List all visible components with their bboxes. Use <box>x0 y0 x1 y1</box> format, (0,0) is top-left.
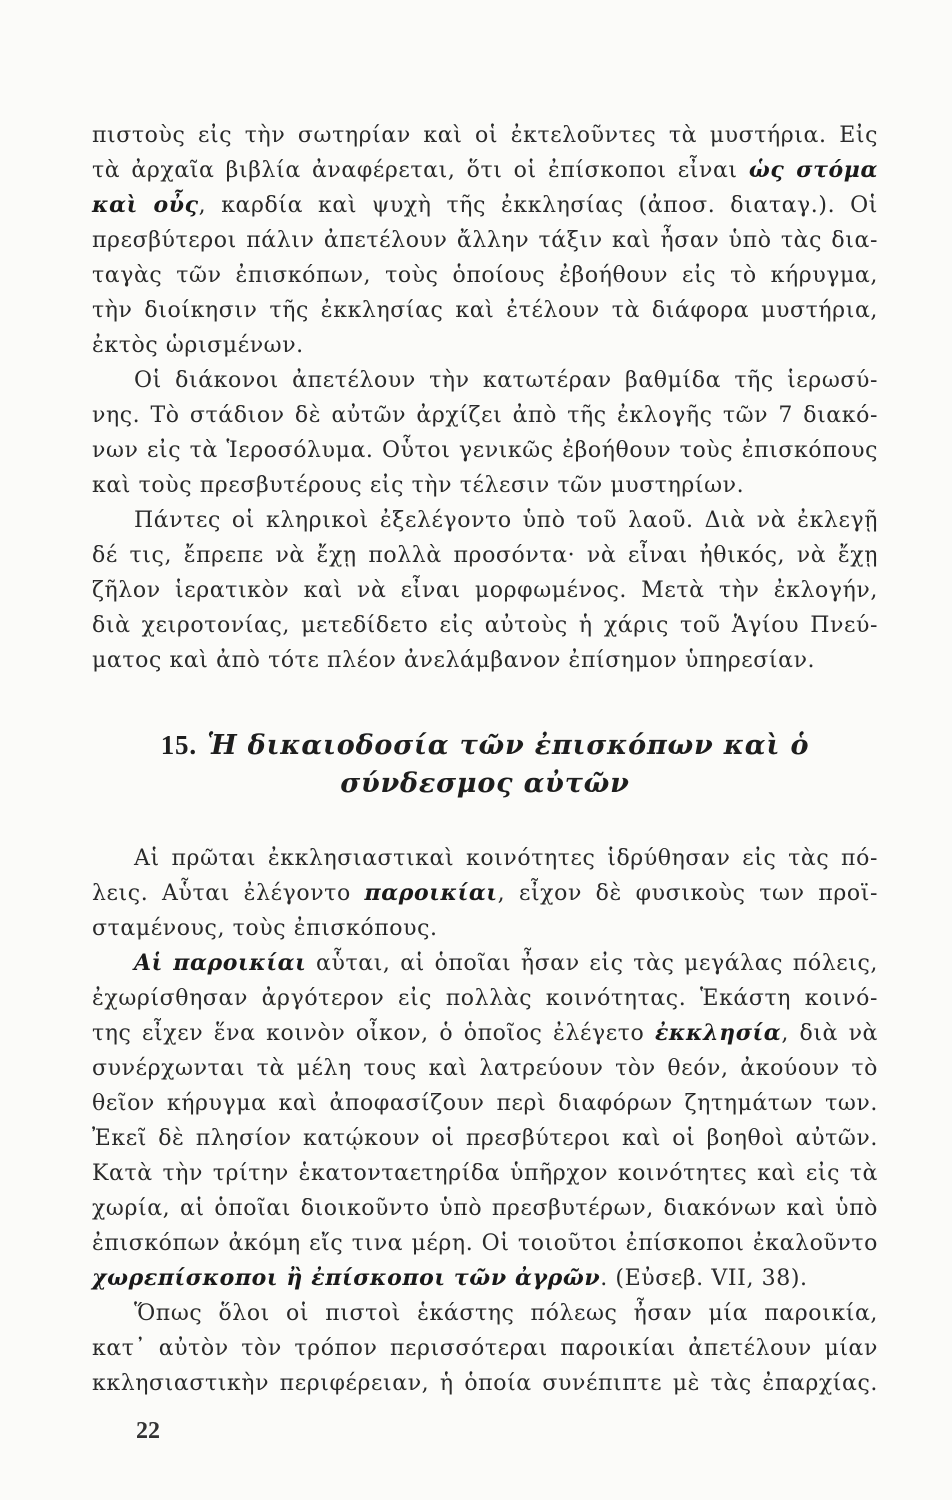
text-line: Κατὰ τὴν τρίτην ἑκατονταετηρίδα ὑπῆρχον κοινότητες καὶ εἰς τὰ <box>92 1161 878 1186</box>
text-line: ταγὰς τῶν ἐπισκόπων, τοὺς ὁποίους ἐβοήθουν εἰς τὸ κήρυγμα, <box>92 263 878 288</box>
text-line: Πάντες οἱ κληρικοὶ ἐξελέγοντο ὑπὸ τοῦ λαοῦ. Διὰ νὰ ἐκλεγῇ <box>134 508 878 533</box>
page-number: 22 <box>136 1418 160 1444</box>
emphasis-text: χωρεπίσκοποι ἢ ἐπίσκοποι τῶν ἀγρῶν <box>92 1265 601 1291</box>
text-run: αὗται, αἱ ὁποῖαι ἦσαν εἰς τὰς μεγάλας πόλεις, <box>316 951 878 976</box>
text-line: πρεσβύτεροι πάλιν ἀπετέλουν ἄλλην τάξιν καὶ ἦσαν ὑπὸ τὰς δια- <box>92 228 878 253</box>
emphasis-text: καὶ οὖς <box>92 192 199 218</box>
text-line: καὶ τοὺς πρεσβυτέρους εἰς τὴν τέλεσιν τῶν μυστηρίων. <box>92 473 745 498</box>
text-line: τὴν διοίκησιν τῆς ἐκκλησίας καὶ ἐτέλουν τὰ διάφορα μυστήρια, <box>92 298 878 323</box>
text-line: Ὅπως ὅλοι οἱ πιστοὶ ἑκάστης πόλεως ἦσαν μία παροικία, <box>134 1301 878 1326</box>
paragraph-election <box>92 503 878 678</box>
paragraph-clergy-roles <box>92 118 878 363</box>
section-number: 15. <box>160 730 197 760</box>
text-line: Αἱ πρῶται ἐκκλησιαστικαὶ κοινότητες ἱδρύθησαν εἰς τὰς πό- <box>134 846 878 871</box>
emphasis-text: ἐκκλησία <box>654 1020 782 1046</box>
text-line: ματος καὶ ἀπὸ τότε πλέον ἀνελάμβανον ἐπίσημον ὑπηρεσίαν. <box>92 648 816 673</box>
text-line: Ἐκεῖ δὲ πλησίον κατῴκουν οἱ πρεσβύτεροι καὶ οἱ βοηθοὶ αὐτῶν. <box>92 1126 878 1151</box>
text-line: θεῖον κήρυγμα καὶ ἀποφασίζουν περὶ διαφόρων ζητημάτων των. <box>92 1091 878 1116</box>
text-run: , καρδία καὶ ψυχὴ τῆς ἐκκλησίας (ἀποσ. διαταγ.). Οἱ <box>198 193 879 218</box>
text-line <box>92 876 878 911</box>
text-line: ἐπισκόπων ἀκόμη εἴς τινα μέρη. Οἱ τοιοῦτοι ἐπίσκοποι ἐκαλοῦντο <box>92 1231 878 1256</box>
text-line: ζῆλον ἱερατικὸν καὶ νὰ εἶναι μορφωμένος. Μετὰ τὴν ἐκλογήν, <box>92 578 878 603</box>
page-body <box>92 118 878 1401</box>
text-run: . (Εὐσεβ. VII, 38). <box>600 1266 808 1291</box>
text-line: πιστοὺς εἰς τὴν σωτηρίαν καὶ οἱ ἐκτελοῦντες τὰ μυστήρια. Εἰς <box>92 123 878 148</box>
text-run: , διὰ νὰ <box>781 1021 878 1046</box>
text-line: κατ᾽ αὐτὸν τὸν τρόπον περισσότεραι παροικίαι ἀπετέλουν μίαν <box>92 1336 878 1361</box>
text-line: δέ τις, ἔπρεπε νὰ ἔχῃ πολλὰ προσόντα· νὰ εἶναι ἠθικός, νὰ ἔχῃ <box>92 543 878 568</box>
section-heading <box>92 726 878 803</box>
text-run: της εἶχεν ἕνα κοινὸν οἶκον, ὁ ὁποῖος ἐλέγετο <box>92 1021 645 1046</box>
text-line <box>92 153 878 188</box>
emphasis-text: παροικίαι <box>364 880 498 906</box>
text-run: λεις. Αὗται ἐλέγοντο <box>92 881 351 906</box>
section-heading-line-1 <box>92 726 878 765</box>
text-line: ἐχωρίσθησαν ἀργότερον εἰς πολλὰς κοινότητας. Ἑκάστη κοινό- <box>92 986 878 1011</box>
text-line: συνέρχωνται τὰ μέλη τους καὶ λατρεύουν τὸν θεόν, ἀκούουν τὸ <box>92 1056 878 1081</box>
text-line: νης. Τὸ στάδιον δὲ αὐτῶν ἀρχίζει ἀπὸ τῆς ἐκλογῆς τῶν 7 διακό- <box>92 403 878 428</box>
paragraph-regions <box>92 1296 878 1401</box>
text-line: σταμένους, τοὺς ἐπισκόπους. <box>92 916 438 941</box>
text-line: ἐκτὸς ὡρισμένων. <box>92 333 304 358</box>
paragraph-deacons <box>92 363 878 503</box>
text-line: διὰ χειροτονίας, μετεδίδετο εἰς αὐτοὺς ἡ χάρις τοῦ Ἁγίου Πνεύ- <box>92 613 878 638</box>
paragraph-communities <box>92 841 878 946</box>
text-run: τὰ ἀρχαῖα βιβλία ἀναφέρεται, ὅτι οἱ ἐπίσκοποι εἶναι <box>92 158 738 183</box>
text-line: Οἱ διάκονοι ἀπετέλουν τὴν κατωτέραν βαθμίδα τῆς ἱερωσύ- <box>134 368 878 393</box>
text-line <box>92 1016 878 1051</box>
text-line <box>92 946 878 981</box>
section-title: Ἡ δικαιοδοσία τῶν ἐπισκόπων καὶ ὁ <box>207 730 810 761</box>
emphasis-text: Αἱ παροικίαι <box>134 950 307 976</box>
text-line: κκλησιαστικὴν περιφέρειαν, ἡ ὁποία συνέπιπτε μὲ τὰς ἐπαρχίας. <box>92 1371 878 1396</box>
text-line: νων εἰς τὰ Ἱεροσόλυμα. Οὗτοι γενικῶς ἐβοήθουν τοὺς ἐπισκόπους <box>92 438 878 463</box>
text-run: , εἶχον δὲ φυσικοὺς των προϊ- <box>497 881 878 906</box>
paragraph-parishes <box>92 946 878 1296</box>
text-line <box>92 188 878 223</box>
text-line <box>92 1261 878 1296</box>
text-line: χωρία, αἱ ὁποῖαι διοικοῦντο ὑπὸ πρεσβυτέρων, διακόνων καὶ ὑπὸ <box>92 1196 878 1221</box>
section-heading-line-2: σύνδεσμος αὐτῶν <box>340 768 630 799</box>
emphasis-text: ὡς στόμα <box>748 157 878 183</box>
